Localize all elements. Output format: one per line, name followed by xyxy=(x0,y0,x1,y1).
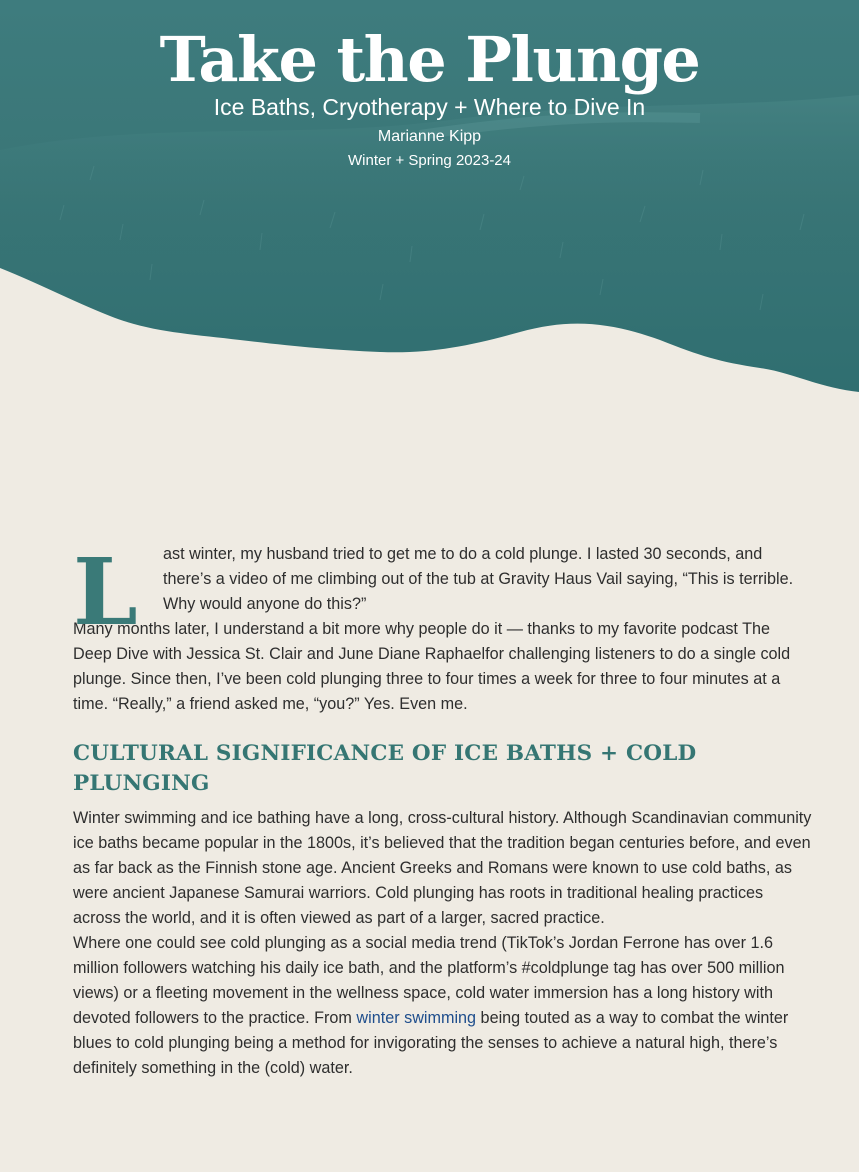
hero-text xyxy=(0,22,859,172)
lead-paragraph: ast winter, my husband tried to get me to do a cold plunge. I lasted 30 seconds, and there’s a video of me climbing out of the tub at Gravity Haus Vail saying, “This is terrible. Why would anyone do this?” xyxy=(163,545,794,613)
paragraph-text: being touted as a way to combat the winter blues to cold plunging being a method for invigorating the senses to achieve a natural high, there’s definitely something in the (cold) water. xyxy=(73,1009,789,1077)
drop-cap: L xyxy=(73,538,138,646)
article-body xyxy=(73,538,813,1081)
author-name[interactable]: Marianne Kipp xyxy=(377,128,482,145)
paragraph xyxy=(73,931,813,1081)
winter-swimming-link[interactable]: winter swimming xyxy=(356,1009,477,1027)
paragraph: Many months later, I understand a bit more why people do it — thanks to my favorite podcast The Deep Dive with Jessica St. Clair and June Diane Raphaelfor challenging listeners to do a single cold plunge. Since then, I’ve been cold plunging three to four times a week for three to four minutes at a time. “Really,” a friend asked me, “you?” Yes. Even me. xyxy=(73,620,791,713)
page-title: Take the Plunge xyxy=(159,23,700,96)
paragraph-text: Where one could see cold plunging as a social media trend (TikTok’s Jordan Ferrone has over 1.6 million followers watching his daily ice bath, and the platform’s #coldplunge tag has over 500 million views) or a fleeting movement in the wellness space, cold water immersion has a long history with devoted followers to the practice. From xyxy=(73,934,785,1027)
hero-banner xyxy=(0,0,859,400)
page-subtitle: Ice Baths, Cryotherapy + Where to Dive In xyxy=(213,94,646,120)
lead-paragraph-block xyxy=(73,538,813,646)
section-heading: CULTURAL SIGNIFICANCE OF ICE BATHS + COLD PLUNGING xyxy=(73,741,697,796)
paragraph: Winter swimming and ice bathing have a long, cross-cultural history. Although Scandinavian community ice baths became popular in the 1800s, it’s believed that the tradition began centuries before, and even as far back as the Finnish stone age. Ancient Greeks and Romans were known to use cold baths, as were ancient Japanese Samurai warriors. Cold plunging has roots in traditional healing practices across the world, and it is often viewed as part of a larger, sacred practice. xyxy=(73,809,812,927)
issue-season: Winter + Spring 2023-24 xyxy=(347,152,511,169)
